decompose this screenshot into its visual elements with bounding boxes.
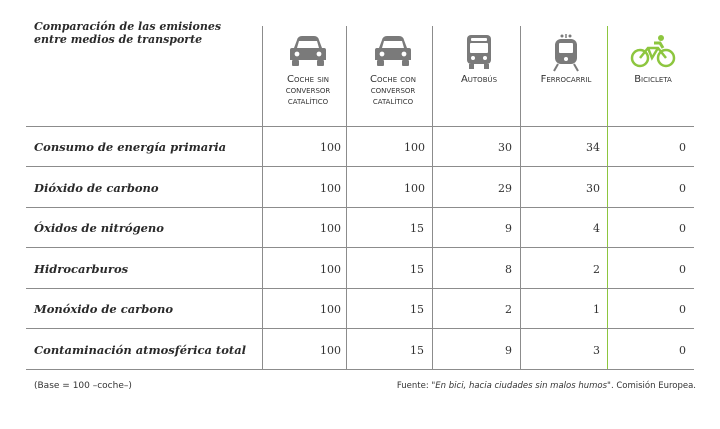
table-cell: 100 bbox=[320, 263, 341, 276]
table-cell: 0 bbox=[679, 263, 686, 276]
table-title-line-2: entre medios de transporte bbox=[34, 33, 203, 46]
table-cell: 0 bbox=[679, 141, 686, 154]
table-cell: 100 bbox=[320, 141, 341, 154]
table-cell: 15 bbox=[410, 344, 424, 357]
column-header-car-with-converter bbox=[354, 26, 432, 126]
source-prefix: Fuente: bbox=[396, 381, 432, 391]
table-cell: 3 bbox=[593, 344, 600, 357]
car-icon bbox=[288, 34, 328, 72]
column-header-label: Bicicleta bbox=[634, 74, 672, 85]
source-suffix: . Comisión Europea. bbox=[610, 381, 696, 391]
row-label: Dióxido de carbono bbox=[34, 181, 159, 195]
table-cell: 30 bbox=[498, 141, 512, 154]
table-title bbox=[34, 20, 234, 46]
table-cell: 15 bbox=[410, 303, 424, 316]
table-cell: 2 bbox=[505, 303, 512, 316]
column-header-train bbox=[524, 26, 608, 126]
table-cell: 4 bbox=[593, 222, 600, 235]
table-cell: 0 bbox=[679, 344, 686, 357]
table-cell: 29 bbox=[498, 182, 512, 195]
row-label: Monóxido de carbono bbox=[34, 302, 173, 316]
row-label: Contaminación atmosférica total bbox=[34, 343, 247, 357]
car-icon bbox=[373, 34, 413, 72]
column-header-label: Coche con conversor catalítico bbox=[370, 74, 416, 107]
source-title: "En bici, hacia ciudades sin malos humos" bbox=[431, 381, 611, 391]
column-header-bus bbox=[438, 26, 520, 126]
column-divider bbox=[520, 26, 521, 370]
bus-icon bbox=[464, 34, 494, 74]
table-cell: 2 bbox=[593, 263, 600, 276]
table-cell: 0 bbox=[679, 303, 686, 316]
table-cell: 1 bbox=[593, 303, 600, 316]
bicycle-icon bbox=[630, 34, 676, 72]
row-divider bbox=[26, 166, 694, 167]
table-cell: 100 bbox=[320, 182, 341, 195]
row-label: Óxidos de nitrógeno bbox=[34, 221, 164, 235]
table-cell: 100 bbox=[320, 344, 341, 357]
table-cell: 0 bbox=[679, 182, 686, 195]
table-cell: 15 bbox=[410, 263, 424, 276]
row-label: Hidrocarburos bbox=[34, 262, 129, 276]
table-cell: 0 bbox=[679, 222, 686, 235]
table-title-line-1: Comparación de las emisiones bbox=[34, 20, 222, 33]
row-divider bbox=[26, 369, 694, 370]
column-header-bicycle bbox=[612, 26, 694, 126]
column-header-label: Autobús bbox=[460, 74, 498, 85]
base-note: (Base = 100 –coche–) bbox=[34, 381, 132, 391]
table-cell: 9 bbox=[505, 222, 512, 235]
table-cell: 9 bbox=[505, 344, 512, 357]
column-header-label: Ferrocarril bbox=[540, 74, 592, 85]
column-divider bbox=[432, 26, 433, 370]
table-cell: 34 bbox=[586, 141, 600, 154]
table-cell: 100 bbox=[320, 222, 341, 235]
train-icon bbox=[551, 34, 581, 76]
row-divider bbox=[26, 288, 694, 289]
column-header-label: Coche sin conversor catalítico bbox=[285, 74, 331, 107]
row-divider bbox=[26, 126, 694, 127]
table-cell: 15 bbox=[410, 222, 424, 235]
column-header-car-without-converter bbox=[270, 26, 346, 126]
table-cell: 8 bbox=[505, 263, 512, 276]
table-cell: 100 bbox=[320, 303, 341, 316]
row-divider bbox=[26, 247, 694, 248]
column-divider bbox=[262, 26, 263, 370]
row-divider bbox=[26, 207, 694, 208]
source-note bbox=[397, 381, 696, 391]
row-label: Consumo de energía primaria bbox=[34, 140, 227, 154]
table-cell: 30 bbox=[586, 182, 600, 195]
row-divider bbox=[26, 328, 694, 329]
column-divider bbox=[346, 26, 347, 370]
table-cell: 100 bbox=[404, 182, 425, 195]
table-cell: 100 bbox=[404, 141, 425, 154]
